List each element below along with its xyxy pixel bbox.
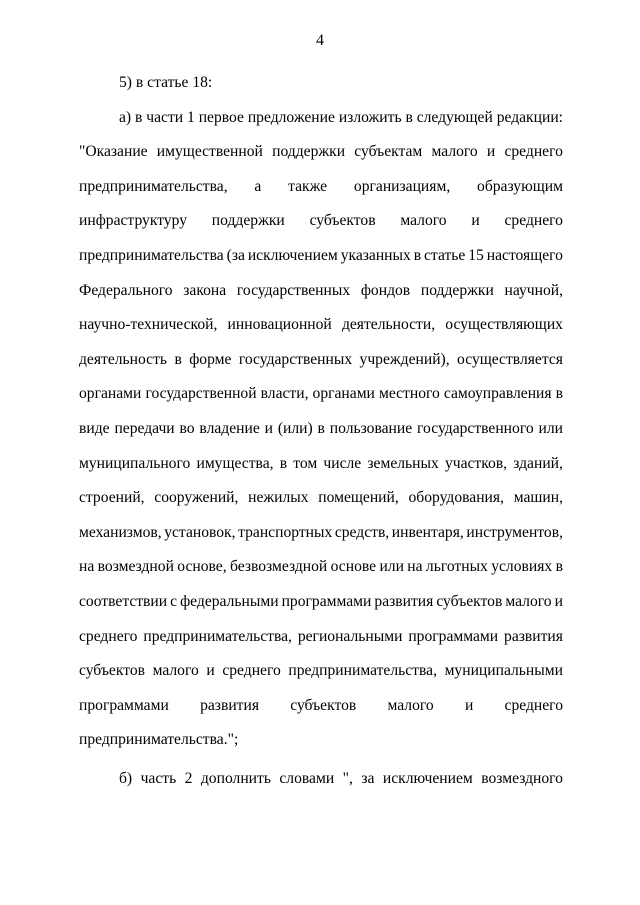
word: Федерального (79, 281, 173, 299)
word: передачи (114, 419, 175, 437)
word: инструментов, (466, 523, 563, 541)
word: самоуправления (443, 385, 552, 403)
word: муниципального (79, 454, 191, 472)
paragraph-a-line (79, 377, 563, 412)
word: и (464, 696, 474, 714)
word: государственного (417, 419, 534, 437)
paragraph-a-line (79, 308, 563, 343)
word: субъектов (79, 662, 145, 680)
word: строений, (79, 489, 145, 507)
word: и (471, 212, 480, 230)
word: статье (424, 246, 466, 264)
word: имущественной (156, 143, 263, 161)
word: земельных (367, 454, 439, 472)
word: настоящего (486, 246, 563, 264)
word: среднего (504, 212, 563, 230)
word: или (379, 558, 404, 576)
word: местного (378, 385, 440, 403)
word: предпринимательства (79, 246, 224, 264)
word: развития (504, 627, 563, 645)
word: деятельности, (341, 316, 436, 334)
word: субъектов (436, 592, 503, 610)
word: организациям, (353, 177, 451, 195)
word: во (179, 419, 195, 437)
word: основе, (177, 558, 227, 576)
word: сооружений, (154, 489, 239, 507)
word: льготных (425, 558, 488, 576)
word: развития (374, 592, 434, 610)
word: имущества, (196, 454, 274, 472)
word: и (264, 419, 273, 437)
paragraph-a-first-line: а) в части 1 первое предложение изложить в следующей редакции: (119, 108, 564, 126)
paragraph-a-line (79, 550, 563, 585)
word: деятельность (79, 350, 168, 368)
word: поддержки (211, 212, 285, 230)
word: в (555, 385, 563, 403)
word: государственных (238, 350, 353, 368)
word: малого (431, 143, 478, 161)
word: предпринимательства, (79, 177, 228, 195)
word: часть (140, 769, 177, 787)
word: исключением (382, 769, 473, 787)
paragraph-a-line (79, 447, 563, 482)
word: предпринимательства, (143, 627, 292, 645)
word: малого (505, 592, 552, 610)
word: возмездного (481, 769, 563, 787)
word: средств, (334, 523, 390, 541)
word: субъектов (290, 696, 357, 714)
word: в (279, 454, 288, 472)
word: образующим (477, 177, 563, 195)
word: на (407, 558, 423, 576)
word: субъектам (354, 143, 423, 161)
paragraph-a-line (79, 516, 563, 551)
word: ", (342, 769, 353, 787)
word: (или) (277, 419, 313, 437)
word: осуществляющих (445, 316, 563, 334)
word: региональными (297, 627, 403, 645)
document-body (79, 66, 563, 796)
paragraph-b-first-line (79, 762, 563, 797)
word: (за (226, 246, 245, 264)
word: программами (408, 627, 499, 645)
paragraph-a-line (79, 274, 563, 309)
paragraph-a (79, 101, 563, 758)
paragraph-a-line (79, 654, 563, 689)
word: механизмов, (79, 523, 162, 541)
word: среднего (79, 627, 138, 645)
word: установок, (164, 523, 236, 541)
word: программами (281, 592, 372, 610)
word: инфраструктуру (79, 212, 187, 230)
word: поддержки (272, 143, 346, 161)
word: малого (400, 212, 447, 230)
word: 2 (184, 769, 193, 787)
word: безвозмездной (229, 558, 328, 576)
word: помещений, (318, 489, 399, 507)
paragraph-a-line (79, 204, 563, 239)
word: числе (323, 454, 362, 472)
word: за (361, 769, 375, 787)
word: указанных (340, 246, 411, 264)
word: в (317, 419, 325, 437)
word: предпринимательства, (288, 662, 437, 680)
word: зданий, (513, 454, 563, 472)
word: поддержки (420, 281, 494, 299)
word: словами (279, 769, 335, 787)
word: с (170, 592, 178, 610)
page-number: 4 (316, 32, 324, 49)
word: научно-технической, (79, 316, 218, 334)
word: том (293, 454, 318, 472)
word: на (79, 558, 95, 576)
item-heading: 5) в статье 18: (119, 74, 213, 91)
word: транспортных (238, 523, 333, 541)
word: органами (312, 385, 375, 403)
word: среднего (504, 696, 563, 714)
word: и (486, 143, 496, 161)
word: машин, (513, 489, 563, 507)
word: государственной (145, 385, 257, 403)
word: фондов (360, 281, 411, 299)
word: власти, (260, 385, 309, 403)
word: учреждений), (359, 350, 450, 368)
word: инвентаря, (391, 523, 464, 541)
paragraph-a-line (79, 585, 563, 620)
word: развития (200, 696, 259, 714)
word: соответствии (79, 592, 168, 610)
word: программами (79, 696, 169, 714)
paragraph-a-line (79, 481, 563, 516)
paragraph-a-line (79, 412, 563, 447)
word: форме (189, 350, 232, 368)
word: основе (330, 558, 377, 576)
word: среднего (504, 143, 563, 161)
word: участков, (444, 454, 508, 472)
word: оборудования, (408, 489, 504, 507)
word: дополнить (200, 769, 271, 787)
word: муниципальными (444, 662, 563, 680)
paragraph-b (79, 762, 563, 797)
word: исключением (247, 246, 338, 264)
word: пользование (329, 419, 413, 437)
word: федеральными (180, 592, 279, 610)
word: в (174, 350, 182, 368)
word: субъектов (309, 212, 376, 230)
word: 15 (468, 246, 484, 264)
word: закона (183, 281, 227, 299)
word: б) (119, 769, 133, 787)
paragraph-a-line (79, 689, 563, 724)
word: виде (79, 419, 110, 437)
word: "Оказание (79, 143, 148, 161)
word: среднего (222, 662, 281, 680)
paragraph-a-last-line: предпринимательства."; (79, 731, 239, 749)
word: а (254, 177, 262, 195)
paragraph-a-line (79, 135, 563, 170)
paragraph-a-line (79, 239, 563, 274)
paragraph-a-line (79, 343, 563, 378)
word: научной, (504, 281, 563, 299)
word: в (413, 246, 422, 264)
word: осуществляется (457, 350, 563, 368)
word: или (538, 419, 563, 437)
word: в (555, 558, 563, 576)
paragraph-a-line (79, 170, 563, 205)
word: малого (152, 662, 199, 680)
paragraph-a-lines (79, 135, 563, 723)
word: и (206, 662, 215, 680)
word: также (288, 177, 328, 195)
word: государственных (236, 281, 351, 299)
word: инновационной (227, 316, 332, 334)
word: органами (79, 385, 142, 403)
word: нежилых (248, 489, 309, 507)
word: владение (199, 419, 260, 437)
word: условиях (491, 558, 553, 576)
word: малого (387, 696, 434, 714)
word: возмездной (97, 558, 174, 576)
word: и (554, 592, 563, 610)
paragraph-a-line (79, 620, 563, 655)
